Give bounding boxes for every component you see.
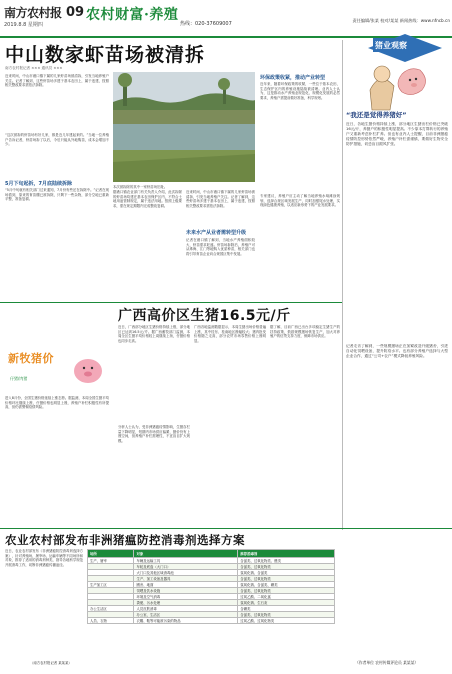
lead-paragraph: 近年来，随着环保政策的收紧，一些位于基本农田、生态保护区内的养殖设施陆续被清理。业内人士认为，这是推动水产养殖业规范化、规模化发展的必然要求，养殖户需提前做好准备，科学规划。: [260, 82, 340, 100]
table-cell: 过氧乙酸、二氧化氯: [238, 594, 335, 600]
photo-caption: 本次被拆除的其中一家虾苗场旧址。: [113, 185, 168, 189]
cartoon-sign-text: 猪业观察: [375, 41, 407, 50]
cartoon-caption: “我还是觉得养猪好”: [346, 111, 407, 119]
table-cell: 含氯类、过氧化物类: [238, 588, 335, 594]
table-header-row: [88, 550, 335, 558]
table-intro: 近日，农业农村部发布《非洲猪瘟防控消毒剂选择方案》，针对养殖场、屠宰场、运输车辆等不同场所和对象，推荐了适用的消毒剂种类，指导各地科学规范开展消毒工作，切断非洲猪瘟传播途径。: [5, 549, 83, 567]
pig-paragraph: 近日，广西部分地区生猪价格持续上涨，部分地区已达到16.5元/斤。据广西畜牧部门监测，本周全区生猪平均价格较上周继续上扬，仔猪价格也同步走高。: [118, 325, 190, 343]
table-cell: 人员皮肤消毒: [134, 606, 238, 612]
pig-paragraph: 广西各地监测数据显示，本周生猪出场价格普遍上涨，其中桂东、桂南地区涨幅较大；猪肉批发价格随之走高，部分农贸市场零售价格上涨明显。: [194, 325, 266, 343]
disinfectant-table: [87, 549, 335, 624]
issue-date: 2019.8.8 星期四: [4, 22, 43, 28]
lead-paragraph: “这次被拆的虾苗场有好几家，都是近几年建起来的。”当地一位养殖户告诉记者，虾苗场拆了以后，今后只能从外地购苗，成本会增加不少。: [5, 133, 109, 147]
table-cell: 大门口及其他区域消毒池: [134, 570, 238, 576]
commentary-text: 近日，各地生猪价格持续上涨，部分地区生猪出栏价格已突破16元/斤，养猪户的积极性明显提高。不少原本打算转行的养殖户又重新考虑补栏扩养。但也有业内人士提醒，目前非洲猪瘟疫情防控形势依然严峻，养殖户补栏需谨慎，要做好生物安全防护措施，切忌盲目跟风扩张。: [346, 122, 448, 146]
table-cell: 含氯类、过氧化物类: [238, 612, 335, 618]
lead-paragraph: 近来时间，中山市港口镇下属的几家虾苗场被清拆，引发当地养殖户关注。记者了解到，这些虾苗场多建于基本农田上，属于违建，按照相关整改要求需依法拆除。: [5, 74, 109, 88]
column-divider: [342, 40, 343, 530]
table-cell: 圈舍、地面: [134, 582, 238, 588]
lead-paragraph: “5月中旬就有相关部门过来通知，7月份有些还在拆除中。”记者在现场看到，原来的育苗棚已被拆除，只剩下一些杂物，部分空地已重新平整，准备复耕。: [5, 188, 109, 202]
table-cell: 过氧乙酸、过氧化物类: [238, 618, 335, 624]
badge-sub: 仔猪/肉猪: [10, 376, 28, 381]
pig-price-headline: 广西高价区生猪16.5元/斤: [118, 308, 291, 324]
table-cell: 氢氧化钠、生石灰: [238, 600, 335, 606]
newspaper-brand: 南方农村报: [4, 6, 62, 20]
table-cell: 人员、衣物: [88, 618, 134, 624]
section-divider: [0, 302, 342, 303]
shrimp-farm-photo: [113, 72, 255, 182]
table-cell: 含氯类、过氧化物类: [238, 576, 335, 582]
table-row: [88, 618, 335, 624]
column-header: 场所: [88, 550, 134, 558]
table-cell: 生产、屠宰: [88, 558, 134, 564]
badge-paragraph: 进入8月份，全国生猪价格延续上涨态势。据监测，本周全国生猪平均价格环比继续上涨，仔猪价格也明显上涨，养殖户补栏积极性有所提高，但仍需警惕疫情风险。: [5, 396, 109, 410]
lead-paragraph: 专家建议，养殖户应主动了解当地养殖水域滩涂规划，选择合规区域发展生产，同时加强尾水处理，实现绿色健康养殖，以适应新形势下的产业发展要求。: [260, 194, 340, 208]
lead-headline: 中山数家虾苗场被清拆: [5, 44, 206, 66]
header-info: 责任编辑/张某 校对/某某 新闻热线：www.nfncb.cn: [352, 18, 450, 23]
lead-byline: 南方农村报记者 ××× 通讯员 ×××: [5, 66, 63, 70]
table-cell: 办公室、生活区: [134, 612, 238, 618]
table-cell: 含碘类: [238, 606, 335, 612]
section-divider: [0, 528, 452, 529]
column-header: 对象: [134, 550, 238, 558]
commentary-text: 记者走访了解到，一些规模猪场正在加紧改造升级猪舍，引进自动化饲喂设备，提升防疫水平。也有部分养殖户选择与大型企业合作，通过“公司+农户”模式降低养殖风险。: [346, 344, 448, 358]
table-cell: 办公生活区: [88, 606, 134, 612]
lead-paragraph: 记者在港口镇了解到，当地水产养殖面积较大，虾苗需求旺盛。虾苗场拆除后，养殖户可从珠海、江门等地购入优质种苗，相关部门也将引导育苗企业向合规园区集中发展。: [186, 238, 255, 256]
table-cell: 车辆及运输工具: [134, 558, 238, 564]
lead-subhead: 未来水产从业者需转型升级: [186, 230, 247, 236]
commentary-author: （作者单位 农村传媒评论员 某某某）: [355, 660, 419, 665]
table-cell: 含氯类、过氧化物类、醛类: [238, 558, 335, 564]
table-cell: 车轮及底盘（大门口）: [134, 564, 238, 570]
lead-subhead: 5月下旬起拆，7月底陆续拆除: [5, 181, 72, 187]
table-cell: 生产加工区: [88, 582, 134, 588]
section-title: 农村财富·养殖: [86, 7, 179, 23]
badge-title: 新牧猪价: [8, 352, 54, 365]
table-cell: 环境及空气消毒: [134, 594, 238, 600]
lead-subhead: 环保政策收紧，推动产业转型: [260, 75, 326, 81]
hotline: 热线：020-37609007: [180, 21, 232, 27]
lead-paragraph: 近来时间，中山市港口镇下属的几家虾苗场被清拆，引发当地养殖户关注。记者了解到，这些虾苗场多建于基本农田上，属于违建，按照相关整改要求需依法拆除。: [186, 190, 255, 208]
pig-paragraph: 据了解，目前广西已出台多项稳定生猪生产的扶持政策，鼓励规模猪场恢复生产，加大对养殖户的信贷支持力度，保障市场供应。: [270, 325, 340, 339]
page-number: 09: [66, 5, 85, 20]
lead-paragraph: 据港口镇农业部门有关负责人介绍，此次拆除的虾苗场均建在基本农田保护区内，不符合土地用途管制规定，属于违法用地。按照上级要求，需在规定期限内完成整改复耕。: [113, 190, 182, 208]
table-cell: 氢氧化钠、含氯类: [238, 570, 335, 576]
table-cell: 含氯类、过氧化物类: [238, 564, 335, 570]
table-cell: 衣帽、鞋等可能被污染的物品: [134, 618, 238, 624]
table-cell: 饲喂及饮水设施: [134, 588, 238, 594]
table-cell: 粪便、污水处理: [134, 600, 238, 606]
table-author: （南方农村报记者 某某某）: [30, 661, 72, 665]
pig-paragraph: 分析人士认为，受非洲猪瘟疫情影响，生猪存栏量下降明显，短期内市场供应偏紧，猪价仍有上涨空间，但养殖户补栏需理性，不宜盲目扩大规模。: [118, 425, 190, 443]
column-header: 推荐消毒剂: [238, 550, 335, 558]
table-cell: 氢氧化钠、含氯类、碘类: [238, 582, 335, 588]
table-cell: 生产、加工设备及器具: [134, 576, 238, 582]
table-headline: 农业农村部发布非洲猪瘟防控消毒剂选择方案: [5, 533, 245, 547]
